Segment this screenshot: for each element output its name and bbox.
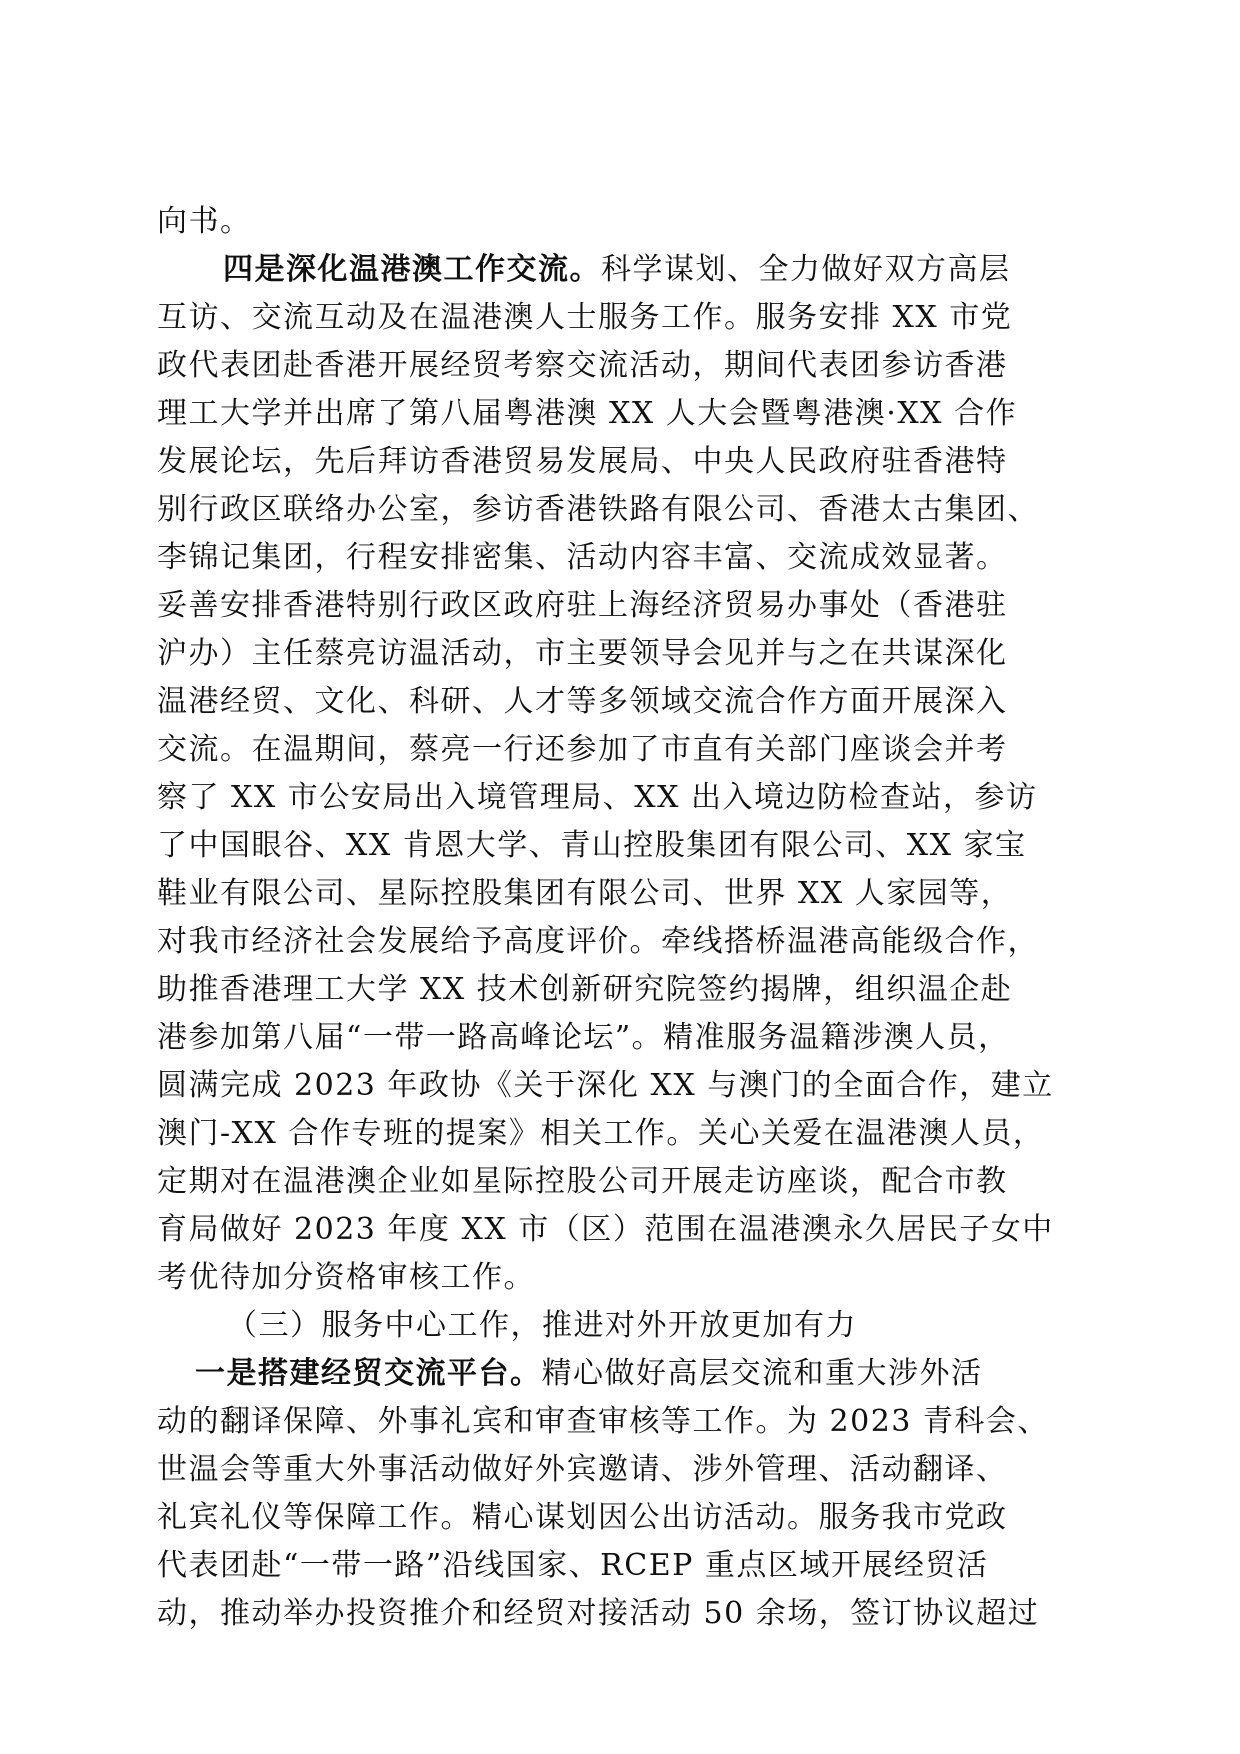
text-line: 妥善安排香港特别行政区政府驻上海经济贸易办事处（香港驻 xyxy=(157,588,1008,623)
text-line: 动的翻译保障、外事礼宾和审查审核等工作。为 2023 青科会、 xyxy=(157,1404,1049,1439)
text-line: 考优待加分资格审核工作。 xyxy=(157,1260,535,1295)
text-line: 定期对在温港澳企业如星际控股公司开展走访座谈，配合市教 xyxy=(157,1164,1008,1199)
text-line: 发展论坛，先后拜访香港贸易发展局、中央人民政府驻香港特 xyxy=(157,444,1008,479)
text-line: 沪办）主任蔡亮访温活动，市主要领导会见并与之在共谋深化 xyxy=(157,636,1008,671)
paragraph-start xyxy=(157,1350,1087,1398)
paragraph-heading: 四是深化温港澳工作交流。 xyxy=(223,252,601,287)
text-line: 察了 XX 市公安局出入境管理局、XX 出入境边防检查站，参访 xyxy=(157,780,1038,815)
paragraph-heading: 一是搭建经贸交流平台。 xyxy=(195,1356,542,1391)
text-line: 世温会等重大外事活动做好外宾邀请、涉外管理、活动翻译、 xyxy=(157,1452,1008,1487)
text-line: 科学谋划、全力做好双方高层 xyxy=(601,252,1011,287)
text-line: 了中国眼谷、XX 肯恩大学、青山控股集团有限公司、XX 家宝 xyxy=(157,828,1027,863)
text-line: 代表团赴“一带一路”沿线国家、RCEP 重点区域开展经贸活 xyxy=(157,1548,989,1583)
text-line: 互访、交流互动及在温港澳人士服务工作。服务安排 XX 市党 xyxy=(157,300,1013,335)
text-line: 澳门-XX 合作专班的提案》相关工作。关心关爱在温港澳人员， xyxy=(157,1116,1045,1151)
text-line: 育局做好 2023 年度 XX 市（区）范围在温港澳永久居民子女中 xyxy=(157,1212,1054,1247)
text-line: 交流。在温期间，蔡亮一行还参加了市直有关部门座谈会并考 xyxy=(157,732,1008,767)
text-line: 别行政区联络办公室，参访香港铁路有限公司、香港太古集团、 xyxy=(157,492,1039,527)
text-line: 鞋业有限公司、星际控股集团有限公司、世界 XX 人家园等， xyxy=(157,876,1013,911)
section-heading: （三）服务中心工作，推进对外开放更加有力 xyxy=(227,1308,857,1343)
paragraph-start xyxy=(157,246,1087,294)
text-line: 对我市经济社会发展给予高度评价。牵线搭桥温港高能级合作， xyxy=(157,924,1039,959)
text-line: 动，推动举办投资推介和经贸对接活动 50 余场，签订协议超过 xyxy=(157,1596,1040,1631)
text-line: 李锦记集团，行程安排密集、活动内容丰富、交流成效显著。 xyxy=(157,540,1008,575)
text-line: 港参加第八届“一带一路高峰论坛”。精准服务温籍涉澳人员， xyxy=(157,1020,1010,1055)
text-line: 理工大学并出席了第八届粤港澳 XX 人大会暨粤港澳·XX 合作 xyxy=(157,396,1018,431)
text-line: 礼宾礼仪等保障工作。精心谋划因公出访活动。服务我市党政 xyxy=(157,1500,1008,1535)
text-line: 精心做好高层交流和重大涉外活 xyxy=(541,1356,983,1391)
text-line: 政代表团赴香港开展经贸考察交流活动，期间代表团参访香港 xyxy=(157,348,1008,383)
document-page xyxy=(157,198,1087,1638)
text-line: 温港经贸、文化、科研、人才等多领域交流合作方面开展深入 xyxy=(157,684,1008,719)
text-line: 圆满完成 2023 年政协《关于深化 XX 与澳门的全面合作，建立 xyxy=(157,1068,1054,1103)
text-line: 助推香港理工大学 XX 技术创新研究院签约揭牌，组织温企赴 xyxy=(157,972,1013,1007)
text-line: 向书。 xyxy=(157,204,252,239)
